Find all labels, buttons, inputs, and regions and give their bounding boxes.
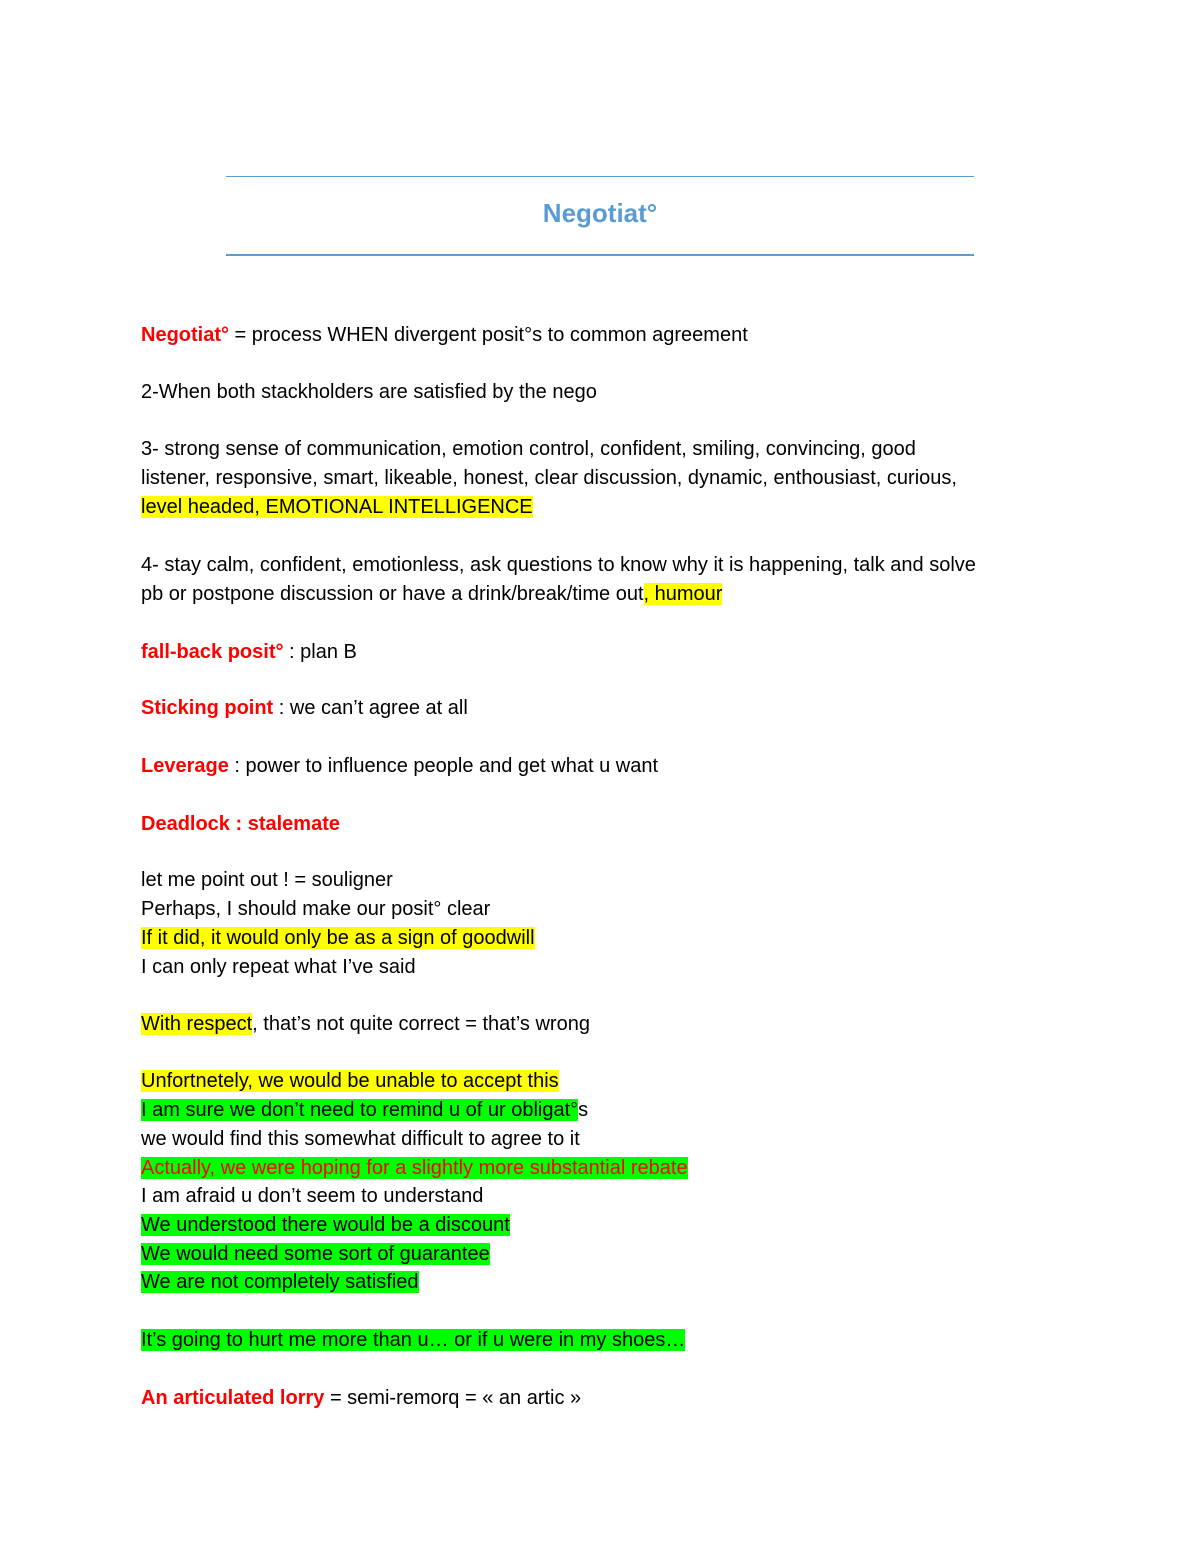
leverage-term: Leverage — [141, 755, 229, 777]
item-4-line-2 — [141, 580, 722, 609]
definition-line — [141, 321, 748, 350]
definition-text: = process WHEN divergent posit°s to common agreement — [229, 324, 748, 346]
phrase-repeat: I can only repeat what I’ve said — [141, 956, 416, 978]
fallback-term: fall-back posit° — [141, 641, 284, 663]
deadlock-line: Deadlock : stalemate — [141, 813, 340, 835]
phrase-goodwill — [141, 924, 535, 953]
actually-line — [141, 1154, 688, 1183]
discount-line — [141, 1211, 510, 1240]
sticking-line — [141, 694, 468, 723]
title-top-rule — [226, 176, 974, 177]
item-4-humour-highlight: , humour — [643, 583, 723, 605]
satisfied-line — [141, 1268, 419, 1297]
unfortnetely-line — [141, 1067, 559, 1096]
lorry-line — [141, 1384, 581, 1413]
fallback-text: : plan B — [283, 641, 357, 663]
leverage-text: : power to influence people and get what u want — [228, 755, 659, 777]
lorry-text: = semi-remorq = « an artic » — [324, 1387, 582, 1409]
fallback-line — [141, 638, 357, 667]
actually-highlight: Actually, we were hoping for a slightly more substantial rebate — [141, 1157, 688, 1179]
unfortnetely-highlight: Unfortnetely, we would be unable to accept this — [141, 1070, 559, 1092]
sticking-text: : we can’t agree at all — [273, 697, 468, 719]
hurt-highlight: It’s going to hurt me more than u… or if u were in my shoes… — [141, 1329, 686, 1351]
phrase-posit-clear: Perhaps, I should make our posit° clear — [141, 898, 491, 920]
remind-highlight: I am sure we don’t need to remind u of ur obligat° — [141, 1099, 579, 1121]
satisfied-highlight: We are not completely satisfied — [141, 1271, 419, 1293]
hurt-line — [141, 1326, 685, 1355]
item-3-highlight: level headed, EMOTIONAL INTELLIGENCE — [141, 496, 533, 518]
phrase-point-out: let me point out ! = souligner — [141, 869, 393, 891]
discount-highlight: We understood there would be a discount — [141, 1214, 510, 1236]
item-4-text: pb or postpone discussion or have a drink/break/time out — [141, 583, 644, 605]
sticking-term: Sticking point — [141, 697, 274, 719]
title-bottom-rule — [226, 254, 974, 256]
remind-suffix: s — [578, 1099, 589, 1121]
item-3-line-1: 3- strong sense of communication, emotion control, confident, smiling, convincing, good — [141, 438, 916, 460]
guarantee-line — [141, 1240, 490, 1269]
item-2: 2-When both stackholders are satisfied by the nego — [141, 381, 597, 403]
definition-term: Negotiat° — [141, 324, 229, 346]
guarantee-highlight: We would need some sort of guarantee — [141, 1243, 490, 1265]
difficult-line: we would find this somewhat difficult to agree to it — [141, 1128, 580, 1150]
respect-highlight: With respect — [141, 1013, 253, 1035]
item-3-line-3 — [141, 493, 533, 522]
leverage-line — [141, 752, 658, 781]
respect-text: , that’s not quite correct = that’s wrong — [252, 1013, 590, 1035]
document-title: Negotiat° — [542, 198, 658, 228]
item-4-line-1: 4- stay calm, confident, emotionless, ask questions to know why it is happening, talk and solve — [141, 554, 976, 576]
remind-line — [141, 1096, 588, 1125]
item-3-line-2: listener, responsive, smart, likeable, honest, clear discussion, dynamic, enthousiast, curious, — [141, 467, 957, 489]
goodwill-highlight: If it did, it would only be as a sign of goodwill — [141, 927, 535, 949]
lorry-term: An articulated lorry — [141, 1387, 325, 1409]
afraid-line: I am afraid u don’t seem to understand — [141, 1185, 484, 1207]
respect-line — [141, 1010, 590, 1039]
